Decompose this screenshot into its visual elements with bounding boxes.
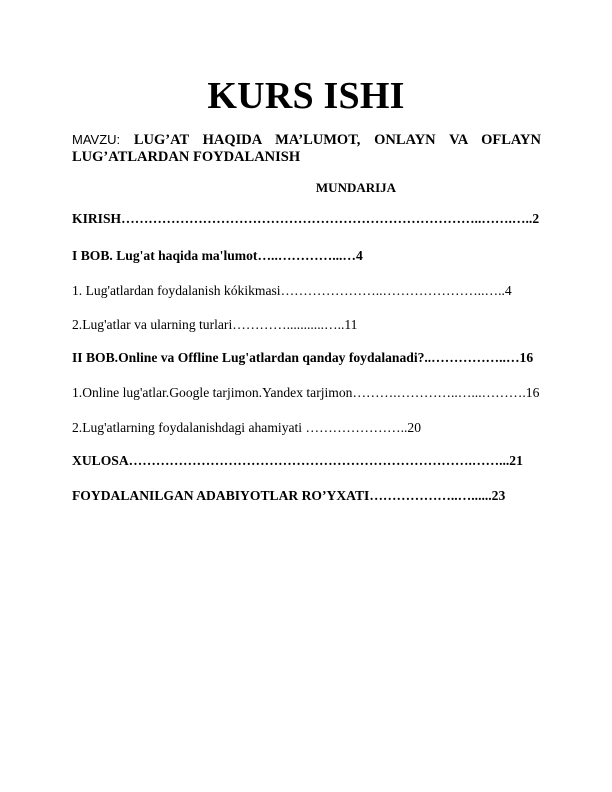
- toc-entry-chapter-1: I BOB. Lug'at haqida ma'lumot…..…………...…4: [72, 248, 363, 263]
- document-title: KURS ISHI: [207, 75, 405, 117]
- toc-heading: MUNDARIJA: [315, 180, 397, 195]
- topic-paragraph: [72, 131, 541, 166]
- toc-entry-kirish: KIRISH……………………………………………………………………..…….…..2: [72, 211, 540, 226]
- toc-entry-chapter-2: II BOB.Online va Offline Lug'atlardan qanday foydalanadi?..……………..…16: [72, 350, 534, 365]
- topic-label: MAVZU:: [72, 132, 134, 147]
- toc-entry-references: FOYDALANILGAN ADABIYOTLAR RO’YXATI………………..…......23: [72, 488, 506, 503]
- topic-text: LUG’AT HAQIDA MA’LUMOT, ONLAYN VA OFLAYN LUG’ATLARDAN FOYDALANISH: [72, 132, 541, 165]
- toc-entry-2-2: 2.Lug'atlarning foydalanishdagi ahamiyati …………………..20: [72, 420, 422, 435]
- toc-entry-xulosa: XULOSA………………………………………………………………….……...21: [72, 453, 523, 468]
- toc-entry-1-2: 2.Lug'atlar va ularning turlari…………...........…..11: [72, 317, 358, 332]
- toc-entry-2-1: 1.Online lug'atlar.Google tarjimon.Yandex tarjimon……….…………..…...……….16: [72, 385, 540, 400]
- toc-entry-1-1: 1. Lug'atlardan foydalanish kókikmasi…………………..…………………..…..4: [72, 283, 512, 298]
